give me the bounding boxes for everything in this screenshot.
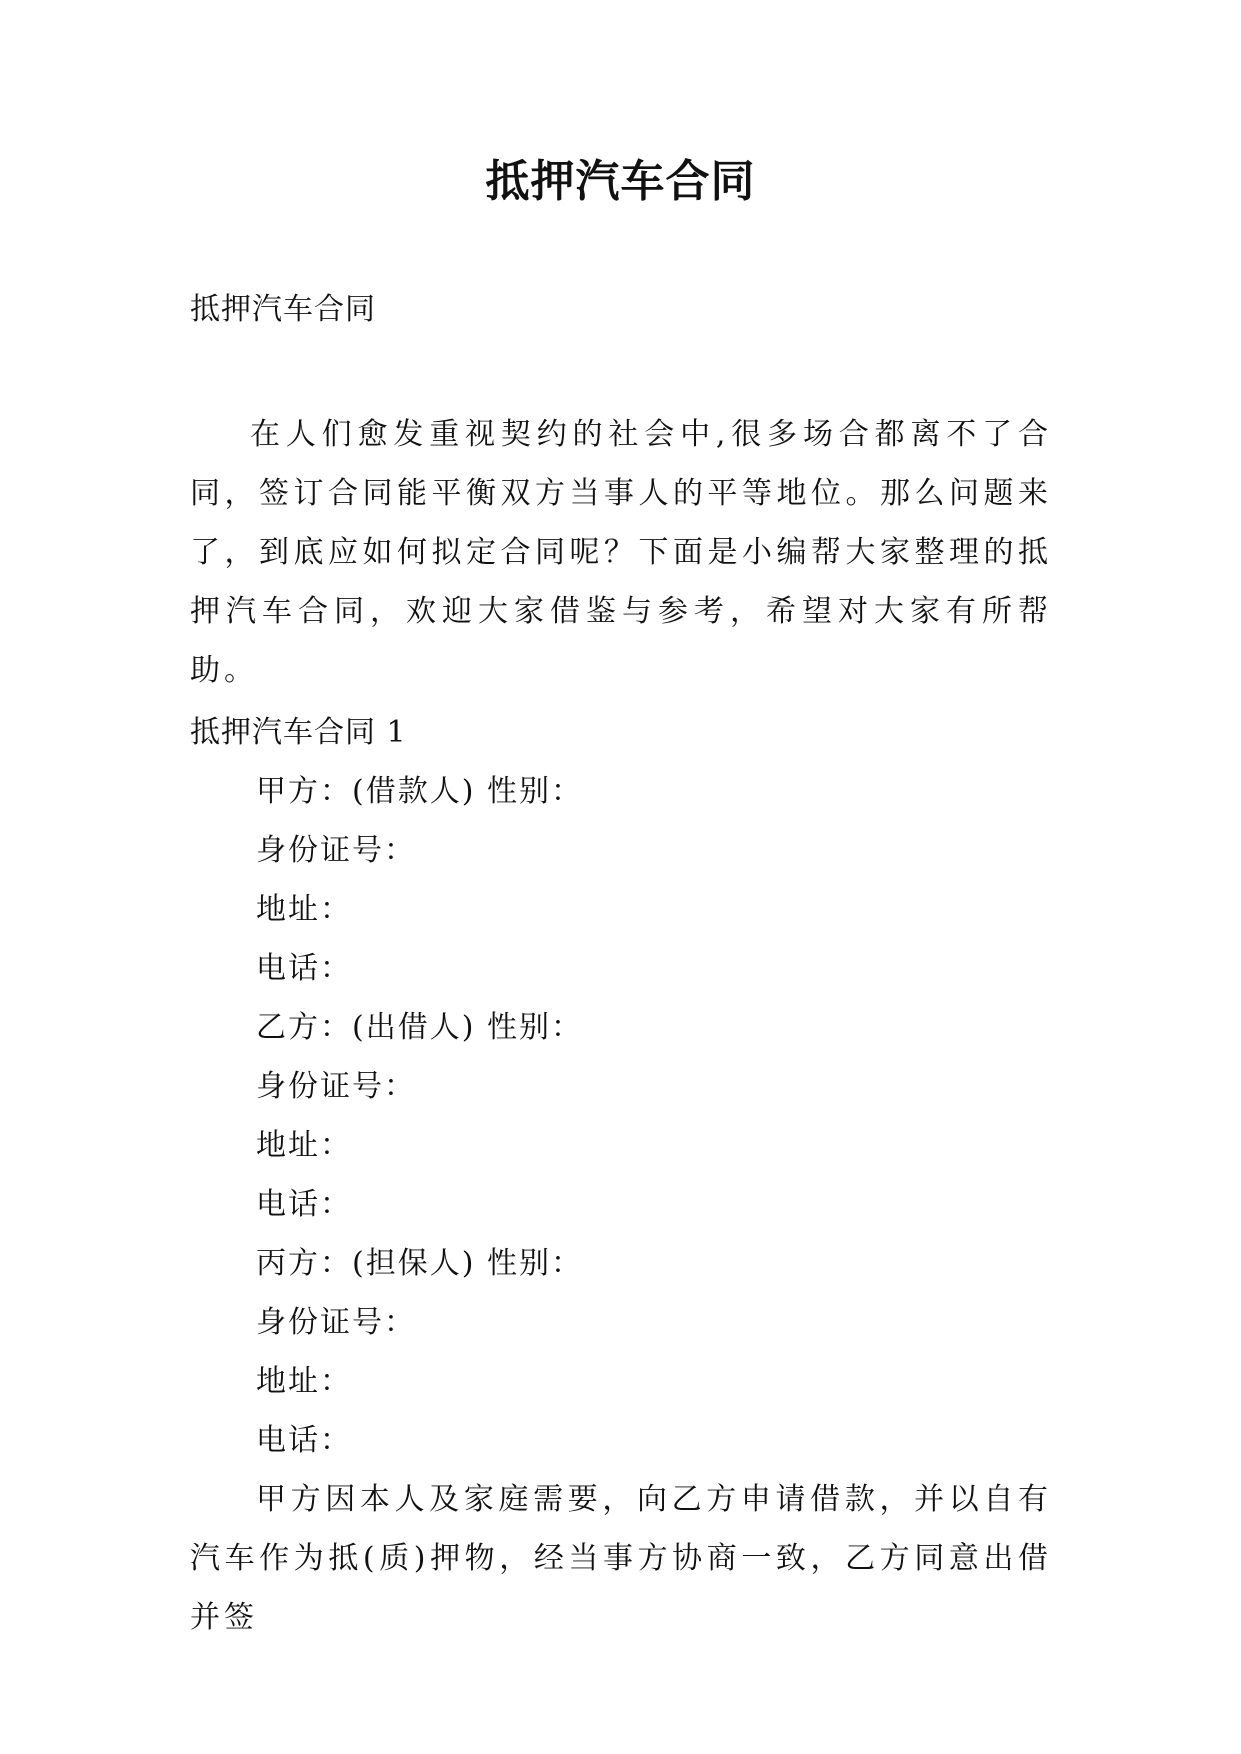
- party-c-id-line: 身份证号：: [256, 1305, 416, 1340]
- contract-body-paragraph: 甲方因本人及家庭需要，向乙方申请借款，并以自有汽车作为抵(质)押物，经当事方协商一致，乙方同意出借并签: [190, 1482, 1052, 1635]
- party-b-address-line: 地址：: [256, 1128, 352, 1163]
- party-c-phone-line: 电话：: [256, 1423, 352, 1458]
- party-a-address-line: 地址：: [256, 892, 352, 927]
- document-title: 抵押汽车合同: [485, 156, 756, 207]
- contract-section-1: [190, 703, 1052, 1647]
- intro-paragraph: 在人们愈发重视契约的社会中,很多场合都离不了合同，签订合同能平衡双方当事人的平等地位。那么问题来了，到底应如何拟定合同呢？下面是小编帮大家整理的抵押汽车合同，欢迎大家借鉴与参考，希望对大家有所帮助。: [190, 417, 1052, 688]
- party-a-id-line: 身份证号：: [256, 833, 416, 868]
- party-b-phone-line: 电话：: [256, 1187, 352, 1222]
- document-subtitle: 抵押汽车合同: [190, 292, 376, 327]
- party-b-id-line: 身份证号：: [256, 1069, 416, 1104]
- section-heading: 抵押汽车合同 1: [190, 715, 407, 750]
- party-c-gender-line: 丙方：(担保人) 性别：: [256, 1246, 583, 1281]
- party-a-gender-line: 甲方：(借款人) 性别：: [256, 774, 583, 809]
- party-b-gender-line: 乙方：(出借人) 性别：: [256, 1010, 583, 1045]
- party-a-phone-line: 电话：: [256, 951, 352, 986]
- party-c-address-line: 地址：: [256, 1364, 352, 1399]
